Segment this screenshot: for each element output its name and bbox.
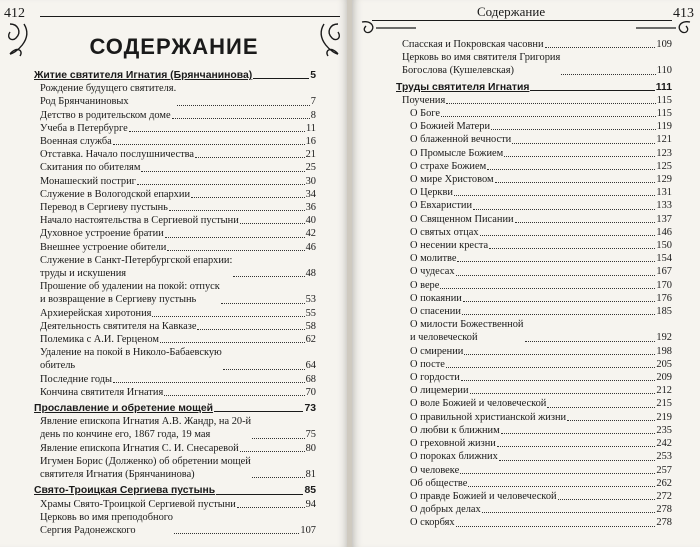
toc-entry-title: Церковь во имя святителя Григория Богослова (Кушелевская) (402, 52, 561, 77)
toc-entry-title: Скитания по обителям (40, 162, 141, 174)
toc-entry-page: 125 (656, 160, 672, 172)
toc-entry-title: О милости Божественной и человеческой (410, 319, 524, 344)
toc-entry (34, 455, 316, 481)
toc-entry (34, 69, 316, 82)
toc-entry (34, 148, 316, 161)
dot-leader (497, 446, 656, 447)
toc-entry-title: О правде Божией и человеческой (410, 490, 557, 502)
toc-entry-page: 257 (656, 464, 672, 476)
toc-entry (396, 345, 672, 358)
toc-entry (34, 320, 316, 333)
dot-leader (129, 131, 305, 132)
dot-leader (440, 288, 655, 289)
toc-entry-title: О скорбях (410, 517, 455, 529)
toc-entry-page: 115 (656, 108, 672, 120)
toc-entry-title: Прославление и обретение мощей (34, 403, 214, 415)
dot-leader (240, 223, 305, 224)
dot-leader (558, 499, 656, 500)
toc-entry-page: 185 (656, 306, 672, 318)
dot-leader (530, 90, 654, 91)
toc-right (396, 38, 672, 530)
toc-entry-page: 40 (305, 215, 316, 227)
toc-entry (396, 437, 672, 450)
dot-leader (470, 393, 656, 394)
toc-entry (396, 213, 672, 226)
header-rule (40, 16, 340, 17)
dot-leader (174, 533, 299, 534)
toc-entry-page: 94 (305, 498, 316, 510)
toc-entry-title: Служение в Вологодской епархии (40, 188, 190, 200)
toc-entry-page: 176 (656, 292, 672, 304)
dot-leader (463, 301, 656, 302)
toc-entry-page: 242 (656, 438, 672, 450)
toc-entry-page: 278 (656, 517, 672, 529)
toc-entry-page: 7 (310, 96, 316, 108)
toc-entry-title: О покаянии (410, 292, 462, 304)
toc-entry (396, 120, 672, 133)
dot-leader (480, 235, 656, 236)
toc-entry-page: 46 (305, 241, 316, 253)
toc-entry-title: Прошение об удалении на покой: отпуск и возвращение в Сергиеву пустынь (40, 281, 220, 306)
toc-entry-title: О пороках ближних (410, 451, 498, 463)
dot-leader (233, 276, 304, 277)
toc-entry-page: 11 (305, 122, 316, 134)
toc-entry (34, 346, 316, 372)
toc-entry-page: 58 (305, 320, 316, 332)
dot-leader (547, 407, 655, 408)
toc-entry (396, 279, 672, 292)
toc-entry (396, 199, 672, 212)
toc-entry (34, 214, 316, 227)
dot-leader (446, 103, 656, 104)
toc-entry-title: О мире Христовом (410, 174, 494, 186)
toc-entry-page: 55 (305, 307, 316, 319)
toc-entry-page: 215 (656, 398, 672, 410)
toc-entry-title: О Церкви (410, 187, 453, 199)
dot-leader (197, 329, 304, 330)
toc-entry-page: 119 (656, 121, 672, 133)
toc-entry-title: Церковь во имя преподобного Сергия Радонежского (40, 511, 173, 536)
toc-entry-page: 8 (310, 109, 316, 121)
toc-entry-page: 81 (305, 469, 316, 481)
toc-entry-page: 42 (305, 228, 316, 240)
dot-leader (456, 275, 656, 276)
dot-leader (456, 526, 656, 527)
toc-entry-page: 205 (656, 358, 672, 370)
dot-leader (525, 341, 656, 342)
dot-leader (482, 512, 656, 513)
toc-entry-page: 272 (656, 490, 672, 502)
toc-entry-title: Учеба в Петербурге (40, 122, 128, 134)
toc-entry-page: 80 (305, 442, 316, 454)
toc-entry-page: 107 (300, 524, 316, 536)
dot-leader (504, 156, 655, 157)
toc-entry (396, 173, 672, 186)
toc-entry-title: Начало настоятельства в Сергиевой пустыни (40, 215, 239, 227)
toc-entry (34, 201, 316, 214)
dot-leader (499, 460, 656, 461)
toc-entry-title: Отставка. Начало послушничества (40, 149, 195, 161)
toc-entry-page: 235 (656, 424, 672, 436)
toc-entry (34, 227, 316, 240)
toc-entry-title: Деятельность святителя на Кавказе (40, 320, 197, 332)
dot-leader (172, 118, 310, 119)
dot-leader (515, 222, 656, 223)
dot-leader (468, 486, 655, 487)
toc-entry-page: 30 (305, 175, 316, 187)
dot-leader (252, 438, 304, 439)
toc-entry-page: 170 (656, 279, 672, 291)
page-title: СОДЕРЖАНИЕ (89, 34, 259, 59)
dot-leader (495, 182, 656, 183)
dot-leader (461, 380, 656, 381)
toc-entry-page: 21 (305, 149, 316, 161)
toc-entry (34, 161, 316, 174)
toc-entry-title: Последние годы (40, 373, 113, 385)
toc-entry-title: Об обществе (410, 477, 468, 489)
toc-entry (34, 498, 316, 511)
toc-entry (34, 333, 316, 346)
toc-entry (34, 386, 316, 399)
dot-leader (113, 382, 305, 383)
toc-entry-page: 48 (305, 268, 316, 280)
toc-entry (396, 107, 672, 120)
toc-entry (396, 133, 672, 146)
toc-entry-page: 5 (310, 70, 316, 81)
toc-entry (34, 373, 316, 386)
toc-entry-title: О воле Божией и человеческой (410, 398, 547, 410)
toc-entry-page: 133 (656, 200, 672, 212)
dot-leader (214, 411, 303, 412)
toc-entry (396, 516, 672, 529)
toc-entry-title: Удаление на покой в Николо-Бабаевскую обитель (40, 347, 222, 372)
toc-entry-title: О страхе Божием (410, 160, 487, 172)
toc-entry (396, 239, 672, 252)
dot-leader (141, 171, 304, 172)
toc-entry (396, 252, 672, 265)
toc-entry-title: Духовное устроение братии (40, 228, 164, 240)
toc-entry (396, 477, 672, 490)
toc-entry-title: О человеке (410, 464, 460, 476)
toc-entry-title: Игумен Борис (Долженко) об обретении мощей святителя Игнатия (Брянчанинова) (40, 455, 251, 481)
dot-leader (441, 116, 656, 117)
toc-entry (34, 135, 316, 148)
dot-leader (152, 316, 304, 317)
toc-entry-title: О добрых делах (410, 504, 481, 516)
toc-entry (34, 307, 316, 320)
toc-entry-title: О святых отцах (410, 226, 479, 238)
toc-entry-title: Перевод в Сергиеву пустынь (40, 202, 168, 214)
toc-entry-title: Труды святителя Игнатия (396, 81, 530, 93)
toc-entry-page: 262 (656, 477, 672, 489)
toc-entry-title: О любви к ближним (410, 424, 500, 436)
toc-entry-title: Рождение будущего святителя. Род Брянчаниновых (40, 83, 177, 108)
dot-leader (113, 144, 305, 145)
toc-entry (396, 265, 672, 278)
toc-entry (34, 415, 316, 441)
toc-entry-title: О гордости (410, 372, 460, 384)
toc-entry (34, 442, 316, 455)
running-head: Содержание (477, 4, 546, 19)
toc-entry-title: О лицемерии (410, 385, 469, 397)
toc-entry-page: 68 (305, 373, 316, 385)
toc-entry (34, 241, 316, 254)
dot-leader (252, 477, 305, 478)
toc-entry-page: 109 (656, 39, 672, 50)
left-page-number: 412 (4, 6, 25, 21)
dot-leader (454, 195, 655, 196)
toc-entry (34, 511, 316, 537)
toc-entry-page: 129 (656, 174, 672, 186)
dot-leader (462, 314, 655, 315)
dot-leader (512, 143, 655, 144)
dot-leader (501, 433, 656, 434)
toc-entry-title: Храмы Свято-Троицкой Сергиевой пустыни (40, 498, 236, 510)
toc-entry (34, 254, 316, 280)
toc-entry (396, 371, 672, 384)
toc-entry-page: 121 (656, 134, 672, 146)
left-page (0, 0, 348, 547)
dot-leader (177, 105, 310, 106)
dot-leader (473, 209, 655, 210)
toc-entry (396, 147, 672, 160)
toc-entry (396, 226, 672, 239)
toc-entry-page: 146 (656, 226, 672, 238)
dot-leader (491, 129, 656, 130)
dot-leader (216, 494, 303, 495)
dot-leader (567, 420, 655, 421)
dot-leader (165, 237, 305, 238)
toc-entry-title: О Божией Матери (410, 121, 491, 133)
dot-leader (164, 395, 304, 396)
toc-entry (34, 484, 316, 497)
toc-entry (34, 122, 316, 135)
toc-entry (34, 188, 316, 201)
dot-leader (169, 210, 305, 211)
toc-entry (396, 490, 672, 503)
toc-entry-title: О чудесах (410, 266, 455, 278)
toc-entry-page: 212 (656, 385, 672, 397)
dot-leader (489, 248, 655, 249)
toc-entry (396, 424, 672, 437)
toc-entry-title: О Боге (410, 108, 440, 120)
dot-leader (240, 451, 305, 452)
toc-entry-title: О блаженной вечности (410, 134, 512, 146)
toc-entry-title: О Евхаристии (410, 200, 473, 212)
toc-entry-page: 198 (656, 345, 672, 357)
dot-leader (191, 197, 305, 198)
toc-entry-page: 25 (305, 162, 316, 174)
toc-entry-title: Явление епископа Игнатия А.В. Жандр, на 20-й день по кончине его, 1867 года, 19 мая (40, 416, 252, 441)
toc-entry-title: О молитве (410, 253, 457, 265)
dot-leader (457, 261, 655, 262)
toc-entry (396, 81, 672, 94)
toc-entry-title: О посте (410, 358, 445, 370)
toc-entry-title: Явление епископа Игнатия С. И. Снесаревой (40, 442, 239, 454)
toc-entry-page: 123 (656, 147, 672, 159)
toc-entry-title: Военная служба (40, 136, 112, 148)
toc-entry-page: 253 (656, 451, 672, 463)
dot-leader (221, 303, 305, 304)
toc-entry-page: 154 (656, 253, 672, 265)
toc-entry-page: 278 (656, 504, 672, 516)
dot-leader (446, 367, 656, 368)
toc-entry-title: Внешнее устроение обители (40, 241, 167, 253)
toc-entry-title: Свято-Троицкая Сергиева пустынь (34, 485, 216, 497)
toc-entry-page: 62 (305, 334, 316, 346)
header-ornament-icon (356, 18, 696, 38)
toc-entry-page: 209 (656, 372, 672, 384)
toc-entry-title: Поучения (402, 94, 446, 106)
toc-entry-title: Детство в родительском доме (40, 109, 171, 121)
toc-entry-title: О смирении (410, 345, 464, 357)
right-page (352, 0, 700, 547)
toc-entry (396, 358, 672, 371)
dot-leader (167, 250, 304, 251)
toc-entry-title: О несении креста (410, 240, 489, 252)
toc-entry-page: 36 (305, 202, 316, 214)
toc-entry-title: О вере (410, 279, 440, 291)
toc-entry (396, 160, 672, 173)
toc-entry-title: Полемика с А.И. Герценом (40, 334, 159, 346)
dot-leader (237, 507, 305, 508)
dot-leader (487, 169, 655, 170)
toc-entry (396, 464, 672, 477)
toc-entry (396, 397, 672, 410)
toc-entry-page: 75 (305, 429, 316, 441)
toc-entry-page: 110 (656, 65, 672, 77)
right-page-number: 413 (673, 6, 694, 21)
dot-leader (223, 369, 305, 370)
toc-entry (396, 450, 672, 463)
toc-entry (34, 82, 316, 108)
toc-entry (34, 280, 316, 306)
dot-leader (561, 74, 656, 75)
dot-leader (460, 473, 655, 474)
dot-leader (545, 47, 656, 48)
dot-leader (464, 354, 655, 355)
toc-entry-page: 64 (305, 360, 316, 372)
toc-entry-title: Служение в Санкт-Петербургской епархии: труды и искушения (40, 254, 233, 280)
toc-entry-page: 16 (305, 136, 316, 148)
toc-entry-page: 53 (305, 294, 316, 306)
toc-entry (396, 503, 672, 516)
toc-entry-page: 111 (655, 81, 672, 93)
toc-entry (396, 292, 672, 305)
toc-entry-page: 167 (656, 266, 672, 278)
toc-entry-title: Монашеский постриг (40, 175, 136, 187)
toc-entry-title: Кончина святителя Игнатия (40, 386, 164, 398)
toc-entry (34, 175, 316, 188)
toc-left (34, 66, 316, 537)
toc-entry-title: О Священном Писании (410, 213, 514, 225)
toc-entry-title: Житие святителя Игнатия (Брянчанинова) (34, 70, 253, 81)
toc-entry-page: 192 (656, 332, 672, 344)
toc-entry-title: О спасении (410, 306, 461, 318)
toc-entry-page: 73 (304, 403, 316, 415)
toc-entry-page: 137 (656, 213, 672, 225)
toc-entry-page: 34 (305, 188, 316, 200)
dot-leader (160, 342, 305, 343)
toc-entry-page: 219 (656, 411, 672, 423)
toc-entry (396, 38, 672, 51)
toc-entry (396, 411, 672, 424)
toc-entry (396, 51, 672, 77)
toc-entry (396, 94, 672, 107)
dot-leader (137, 184, 305, 185)
toc-entry-page: 131 (656, 187, 672, 199)
toc-entry-page: 115 (656, 94, 672, 106)
dot-leader (253, 78, 309, 79)
toc-entry-title: О правильной христианской жизни (410, 411, 567, 423)
toc-entry (34, 402, 316, 415)
toc-entry-page: 85 (304, 485, 316, 497)
toc-entry (396, 384, 672, 397)
toc-entry-page: 150 (656, 240, 672, 252)
toc-entry (396, 318, 672, 344)
toc-entry-title: Архиерейская хиротония (40, 307, 152, 319)
toc-entry-title: О Промысле Божием (410, 147, 504, 159)
toc-entry-title: Спасская и Покровская часовни (402, 39, 544, 50)
dot-leader (195, 157, 305, 158)
toc-entry-page: 70 (305, 386, 316, 398)
toc-entry (396, 305, 672, 318)
toc-entry (396, 186, 672, 199)
toc-entry-title: О греховной жизни (410, 438, 496, 450)
toc-entry (34, 109, 316, 122)
